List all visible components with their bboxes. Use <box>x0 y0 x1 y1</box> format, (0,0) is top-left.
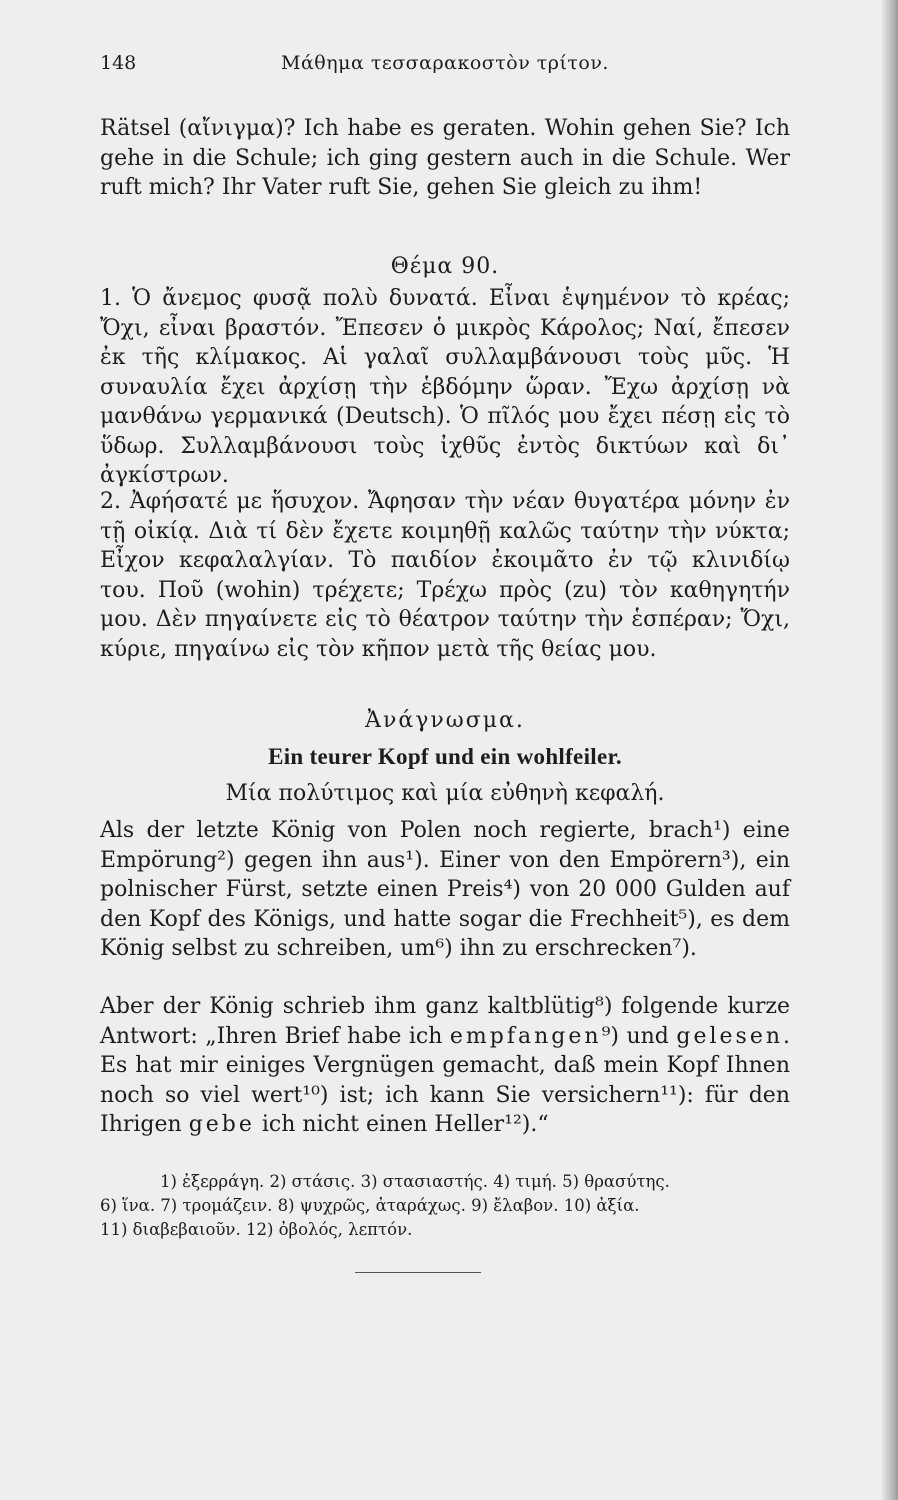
footnotes <box>100 1170 790 1242</box>
footnote-line-1: 1) ἐξερράγη. 2) στάσις. 3) στασιαστής. 4) τιμή. 5) θρασύτης. <box>160 1172 670 1191</box>
spaced-word-empfangen: empfangen <box>449 1023 602 1049</box>
reading-heading: Ἀνάγνωσμα. <box>365 708 525 733</box>
reading-paragraph-1: Als der letzte König von Polen noch regierte, brach¹) eine Empörung²) gegen ihn aus¹). Einer von den Empörern³), ein polnischer Fürst, setzte einen Preis⁴) von 20 000 Gulden auf den Kopf des Königs, und hatte sogar die Frechheit⁵), es dem König selbst zu schreiben, um⁶) ihn zu erschrecken⁷). <box>100 818 790 961</box>
end-rule <box>355 1272 481 1273</box>
page-number: 148 <box>100 52 137 74</box>
reading-paragraph-2-part-d: ich nicht einen Heller¹²).“ <box>254 1112 549 1137</box>
exercise-paragraph-1: 1. Ὁ ἄνεμος φυσᾷ πολὺ δυνατά. Εἶναι ἑψημένον τὸ κρέας; Ὄχι, εἶναι βραστόν. Ἔπεσεν ὁ μικρὸς Κάρολος; Ναί, ἔπεσεν ἐκ τῆς κλίμακος. Αἱ γαλαῖ συλλαμβάνουσι τοὺς μῦς. Ἡ συναυλία ἔχει ἀρχίσῃ τὴν ἑβδόμην ὥραν. Ἔχω ἀρχίσῃ νὰ μανθάνω γερμανικά (Deutsch). Ὁ πῖλός μου ἔχει πέσῃ εἰς τὸ ὕδωρ. Συλλαμβάνουσι τοὺς ἰχθῦς ἐντὸς δικτύων καὶ δι᾽ ἀγκίστρων. <box>100 286 790 488</box>
spaced-word-gelesen: gelesen <box>676 1023 784 1049</box>
page-header <box>100 52 790 82</box>
reading-german-title: Ein teurer Kopf und ein wohlfeiler. <box>268 744 622 769</box>
running-title: Μάθημα τεσσαρακοστὸν τρίτον. <box>281 52 609 74</box>
reading-paragraph-2-part-a: Aber der König schrieb ihm ganz kaltblütig⁸) folgende kurze Antwort: „Ihren Brief habe ich <box>100 994 790 1049</box>
reading-paragraph-2 <box>100 992 790 1140</box>
reading-paragraph-2-part-b: ⁹) und <box>601 1023 677 1049</box>
exercise-paragraph-2: 2. Ἀφήσατέ με ἥσυχον. Ἄφησαν τὴν νέαν θυγατέρα μόνην ἐν τῇ οἰκίᾳ. Διὰ τί δὲν ἔχετε κοιμηθῇ καλῶς ταύτην τὴν νύκτα; Εἶχον κεφαλαλγίαν. Τὸ παιδίον ἐκοιμᾶτο ἐν τῷ κλινιδίῳ του. Ποῦ (wohin) τρέχετε; Τρέχω πρὸς (zu) τὸν καθηγητήν μου. Δὲν πηγαίνετε εἰς τὸ θέατρον ταύτην τὴν ἑσπέραν; Ὄχι, κύριε, πηγαίνω εἰς τὸν κῆπον μετὰ τῆς θείας μου. <box>100 489 790 662</box>
reading-paragraph-2-part-c: . Es hat mir einiges Vergnügen gemacht, daß mein Kopf Ihnen noch so viel wert¹⁰) ist; ich kann Sie versichern¹¹): für den Ihrigen <box>100 1023 791 1137</box>
intro-paragraph: Rätsel (αἴνιγμα)? Ich habe es geraten. Wohin gehen Sie? Ich gehe in die Schule; ich ging gestern auch in die Schule. Wer ruft mich? Ihr Vater ruft Sie, gehen Sie gleich zu ihm! <box>100 116 790 200</box>
footnote-line-3: 11) διαβεβαιοῦν. 12) ὀβολός, λεπτόν. <box>100 1220 413 1239</box>
exercise-title: Θέμα 90. <box>390 254 500 279</box>
footnote-line-2: 6) ἵνα. 7) τρομάζειν. 8) ψυχρῶς, ἀταράχως. 9) ἔλαβον. 10) ἀξία. <box>100 1196 640 1215</box>
spaced-word-gebe: gebe <box>188 1112 255 1137</box>
reading-greek-title: Μία πολύτιμος καὶ μία εὐθηνὴ κεφαλή. <box>225 781 665 806</box>
page-binding-shadow <box>882 0 898 1500</box>
